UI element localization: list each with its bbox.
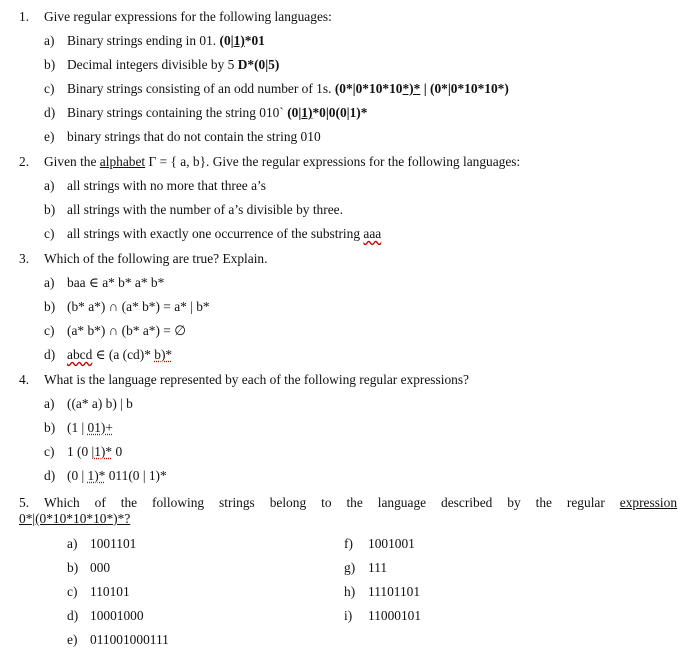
q3-item-b-text: (b* a*) ∩ (a* b*) = a* | b* xyxy=(67,299,210,314)
q1-item-c-label: c) xyxy=(44,81,55,96)
q4-item-d-label: d) xyxy=(44,468,56,483)
q5-option-f-text: 1001001 xyxy=(368,536,415,551)
q4-item-c-post: 0 xyxy=(112,444,123,459)
q4-prompt: What is the language represented by each of the following regular expressions? xyxy=(44,372,469,387)
q4-item-c-label: c) xyxy=(44,444,55,459)
q4-item-c-ul: 1)* xyxy=(94,444,113,459)
q1-item-d-body xyxy=(67,105,367,121)
q1-c-ans-pre: (0*|0*10*10 xyxy=(334,81,403,96)
q3-item-d-body xyxy=(67,347,172,363)
q5-w13: expression xyxy=(619,495,678,510)
q5-option-i-label: i) xyxy=(344,608,353,623)
q5-option-g-label: g) xyxy=(344,560,356,575)
q5-number: 5. xyxy=(19,495,30,510)
q5-w11: the xyxy=(535,495,552,510)
q5-w7: the xyxy=(346,495,363,510)
q4-item-d-pre: (0 | xyxy=(67,468,88,483)
q4-item-a-label: a) xyxy=(44,396,55,411)
q3-item-c-label: c) xyxy=(44,323,55,338)
q4-item-d-body xyxy=(67,468,167,484)
q2-item-a-label: a) xyxy=(44,178,55,193)
q4-item-b-body xyxy=(67,420,113,436)
q1-item-e-label: e) xyxy=(44,129,55,144)
q2-prompt-alphabet: alphabet xyxy=(99,154,146,169)
q1-item-e-text: binary strings that do not contain the string 010 xyxy=(67,129,321,144)
q5-w9: described xyxy=(441,495,493,510)
q2-item-b-text: all strings with the number of a’s divisible by three. xyxy=(67,202,343,217)
q1-a-ans-pre: (0| xyxy=(219,33,234,48)
q1-item-b-body xyxy=(67,57,279,73)
q2-number: 2. xyxy=(19,154,30,169)
q4-item-d-post: 011(0 | 1)* xyxy=(105,468,167,483)
q1-item-c-answer xyxy=(335,81,509,96)
q3-item-d-tail: b)* xyxy=(154,347,173,362)
q4-item-c-body xyxy=(67,444,122,460)
q1-d-ans-post: *0|0(0|1)* xyxy=(312,105,368,120)
q2-item-c-label: c) xyxy=(44,226,55,241)
q5-w2: the xyxy=(120,495,138,510)
q4-item-a-text: ((a* a) b) | b xyxy=(67,396,133,411)
q5-w3: following xyxy=(152,495,205,510)
q1-a-ans-ul: 1) xyxy=(233,33,245,48)
q5-option-d-text: 10001000 xyxy=(90,608,144,623)
q5-w6: to xyxy=(321,495,332,510)
q3-item-d-label: d) xyxy=(44,347,56,362)
q5-w0: Which xyxy=(44,495,80,510)
q5-option-a-text: 1001101 xyxy=(90,536,137,551)
q1-prompt: Give regular expressions for the following languages: xyxy=(44,9,332,24)
q5-option-h-text: 11101101 xyxy=(368,584,421,599)
q5-w5: belong xyxy=(269,495,307,510)
q3-number: 3. xyxy=(19,251,30,266)
q1-item-a-answer xyxy=(220,33,265,48)
q2-prompt-post: Γ = { a, b}. Give the regular expressions for the following languages: xyxy=(145,154,521,169)
q5-option-b-text: 000 xyxy=(90,560,111,575)
q5-option-d-label: d) xyxy=(67,608,79,623)
q2-item-a-text: all strings with no more that three a’s xyxy=(67,178,266,193)
q5-option-a-label: a) xyxy=(67,536,78,551)
q3-item-b-label: b) xyxy=(44,299,56,314)
q1-item-d-label: d) xyxy=(44,105,56,120)
q5-option-h-label: h) xyxy=(344,584,356,599)
q5-option-e-text: 011001000111 xyxy=(90,632,169,647)
q1-d-ans-pre: (0| xyxy=(287,105,302,120)
q1-item-b-text: Decimal integers divisible by 5 xyxy=(67,57,235,72)
q1-item-a-body xyxy=(67,33,265,49)
q5-prompt xyxy=(44,495,677,511)
q3-prompt: Which of the following are true? Explain. xyxy=(44,251,268,266)
q1-item-b-label: b) xyxy=(44,57,56,72)
q5-w8: language xyxy=(377,495,427,510)
q3-item-c-text: (a* b*) ∩ (b* a*) = ∅ xyxy=(67,323,186,338)
q3-item-a-text: baa ∈ a* b* a* b* xyxy=(67,275,165,290)
q1-item-a-text: Binary strings ending in 01. xyxy=(67,33,217,48)
q1-item-b-answer: D*(0|5) xyxy=(237,57,280,72)
q1-item-d-answer xyxy=(287,105,367,120)
q5-w4: strings xyxy=(219,495,255,510)
q5-option-c-label: c) xyxy=(67,584,78,599)
q2-item-c-body xyxy=(67,226,381,242)
q1-item-a-label: a) xyxy=(44,33,55,48)
q4-item-d-ul: 1)* xyxy=(87,468,106,483)
q5-option-i-text: 11000101 xyxy=(368,608,422,623)
q1-c-ans-post: | (0*|0*10*10*) xyxy=(420,81,509,96)
q1-item-c-text: Binary strings consisting of an odd number of 1s. xyxy=(67,81,332,96)
q1-item-d-text: Binary strings containing the string 010` xyxy=(67,105,284,120)
q1-d-ans-ul: 1) xyxy=(301,105,313,120)
q4-number: 4. xyxy=(19,372,30,387)
q2-prompt-pre: Given the xyxy=(44,154,100,169)
q2-item-c-text: all strings with exactly one occurrence of the substring xyxy=(67,226,364,241)
q5-option-g-text: 111 xyxy=(368,560,388,575)
q4-item-b-ul: 01)+ xyxy=(87,420,113,435)
q4-item-b-pre: (1 | xyxy=(67,420,88,435)
q3-item-d-mid: ∈ (a (cd)* xyxy=(92,347,155,362)
q5-option-e-label: e) xyxy=(67,632,78,647)
q3-item-a-label: a) xyxy=(44,275,55,290)
q1-a-ans-post: *01 xyxy=(244,33,265,48)
q5-option-b-label: b) xyxy=(67,560,79,575)
q5-w1: of xyxy=(94,495,106,510)
q1-item-c-body xyxy=(67,81,509,97)
q5-w10: by xyxy=(507,495,521,510)
q4-item-c-pre: 1 (0 | xyxy=(67,444,95,459)
q4-item-b-label: b) xyxy=(44,420,56,435)
q2-item-b-label: b) xyxy=(44,202,56,217)
q5-option-c-text: 110101 xyxy=(90,584,130,599)
q2-item-c-substring: aaa xyxy=(363,226,382,241)
q1-c-ans-ul: *)* xyxy=(402,81,421,96)
q1-number: 1. xyxy=(19,9,30,24)
q5-option-f-label: f) xyxy=(344,536,353,551)
q2-prompt xyxy=(44,154,520,170)
q3-item-d-abcd: abcd xyxy=(67,347,93,362)
q5-expression-text: 0*|(0*10*10*10*)*? xyxy=(19,511,131,526)
q5-w12: regular xyxy=(566,495,605,510)
